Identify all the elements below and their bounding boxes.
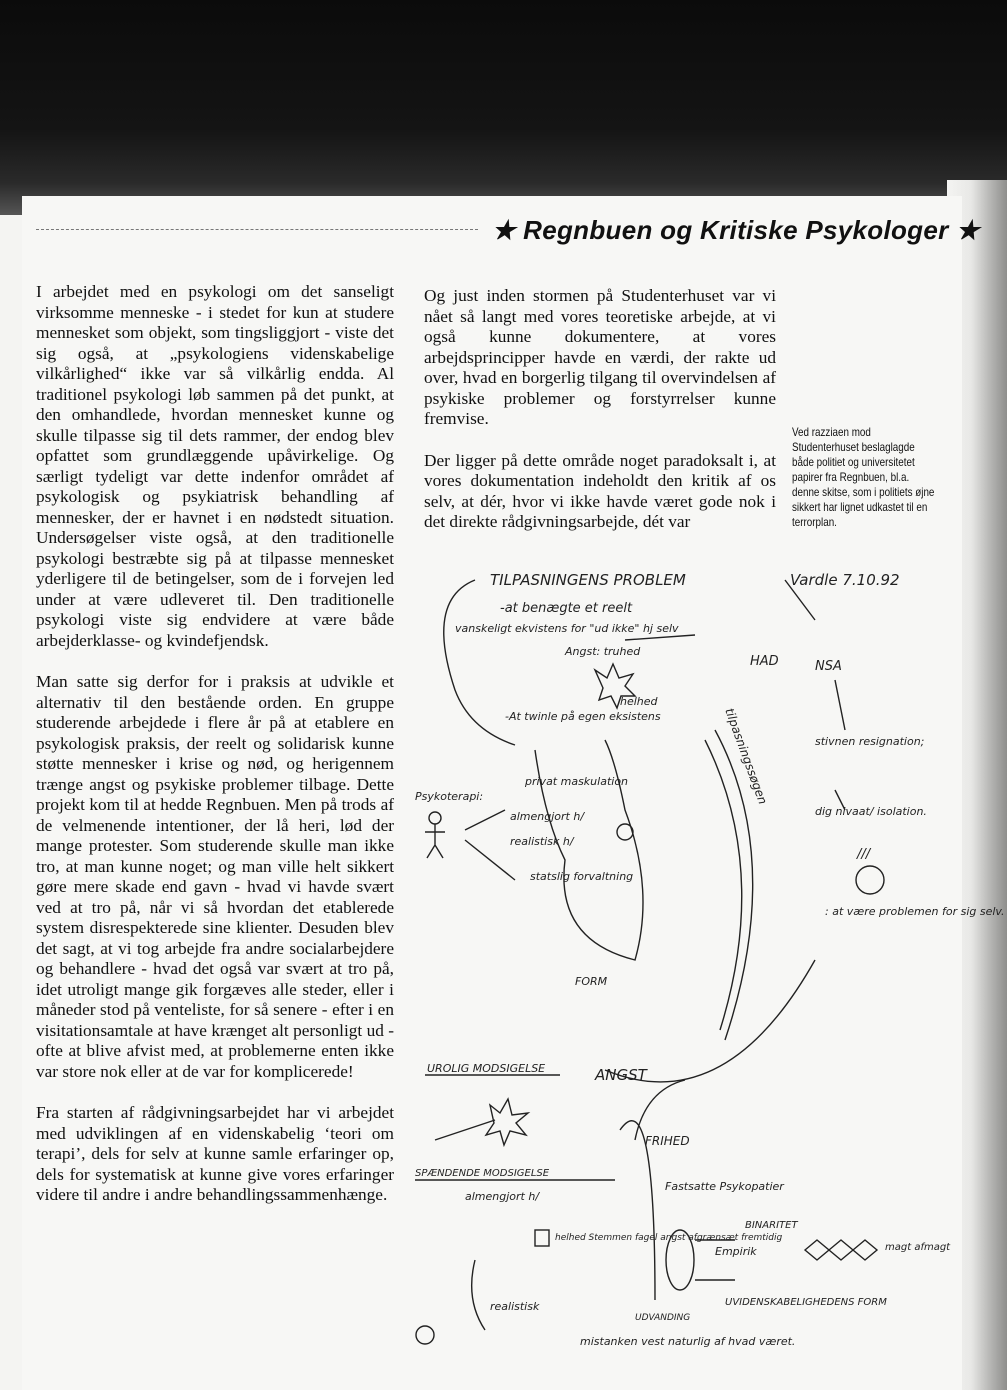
sketch-text: : at være problemen for sig selv. <box>825 905 1005 918</box>
sketch-text: Angst: truhed <box>565 645 641 658</box>
sketch-diamonds <box>805 1240 877 1260</box>
sketch-text: helhed Stemmen fagel angst afgrænsæt fremtidig <box>555 1233 783 1243</box>
sketch-circle-bottom <box>416 1326 434 1344</box>
sketch-text: almengjort h/ <box>465 1190 540 1203</box>
handwritten-sketch <box>395 560 1005 1380</box>
sketch-text: FRIHED <box>645 1134 690 1148</box>
sketch-figure-head <box>429 812 441 824</box>
sketch-text: /// <box>857 847 871 862</box>
sketch-text: statslig forvaltning <box>530 870 634 883</box>
sketch-text: UROLIG MODSIGELSE <box>427 1062 546 1075</box>
sketch-text: privat maskulation <box>525 775 629 788</box>
sketch-arc-right-inner <box>705 740 742 1030</box>
sketch-text: ANGST <box>595 1066 647 1084</box>
scan-dark-border <box>0 0 1007 215</box>
page-title: ★ Regnbuen og Kritiske Psykologer ★ <box>492 215 980 245</box>
sketch-text: HAD <box>750 654 779 669</box>
sketch-text: UDVANDING <box>635 1313 691 1323</box>
paragraph: Der ligger på dette område noget paradoksalt i, at vores dokumentation indeholdt den kritik af os selv, at dér, hvor vi ikke havde været gode nok i det direkte rådgivningsarbejde, dét var <box>424 450 776 531</box>
paragraph: I arbejdet med en psykologi om det sanseligt virksomme menneske - i stedet for kun at studere mennesket som objekt, som tingsliggjort - viste det sig også, at „psykologiens videnskabelige vilkårlighed“ ikke var så vilkårlig endda. Al traditionel psykologi løb sammen på det punkt, at den omhandlede, hvordan mennesket kunne og skulle tilpasse sig til dets rammer, der endog blev opfattet som grundlæggende upåvirkelige. Og særligt tydeligt var dette indenfor området af psykologisk og psykiatrisk behandling af mennesker, der er havnet i en nødstedt situation. Undersøgelser viste også, at den traditionelle psykologi bestræbte sig på at tilpasse mennesket yderligere til de betingelser, som de i forvejen led under at være udleveret til. Den traditionelle psykologi viste sig endvidere at være både arbejderklasse- og kvindefjendsk. <box>36 282 394 650</box>
sketch-text: vanskeligt ekvistens for "ud ikke" hj selv <box>455 622 679 635</box>
sketch-text: NSA <box>815 659 842 674</box>
sketch-figure <box>425 824 445 858</box>
sketch-text: almengjort h/ <box>510 810 585 823</box>
sketch-text: Psykoterapi: <box>415 790 484 803</box>
paragraph: Man satte sig derfor for i praksis at udvikle et alternativ til den bestående orden. En gruppe studerende arbejdede i flere år på at etablere en psykologisk praksis, der reelt og solidarisk kunne støtte mennesker i krise og nød, og herigennem trænge angst og psykiske problemer tilbage. Dette projekt kom til at hedde Regnbuen. Men på trods af de velmenende intentioner, der lå heri, lød der mange protester. Som studerende skulle man ikke tro, at man kunne noget; og man ville helt sikkert gøre mere skade end gavn - hvad vi havde svært ved at tro på, når vi så hvordan det etablerede system disrespekterede sine klienter. Desuden blev det sagt, at vi tog arbejde fra andre socialarbejdere og behandlere - hvad det også var svært at tro på, idet utroligt mange gik forgæves alle steder, eller i måneder stod på venteliste, for så senere - efter i en visitationsamtale at have krænget alt personligt ud - ofte at blive afvist med, at problemerne enten ikke var store nok eller at de var for komplicerede! <box>36 672 394 1081</box>
sketch-text: stivnen resignation; <box>815 735 925 748</box>
sketch-text: UVIDENSKABELIGHEDENS FORM <box>725 1297 887 1308</box>
sketch-arrow-frihed <box>635 1080 685 1140</box>
sketch-date: Vardle 7.10.92 <box>790 571 900 589</box>
sketch-circle <box>856 866 884 894</box>
sketch-text: Fastsatte Psykopatier <box>665 1180 784 1193</box>
sketch-text: SPÆNDENDE MODSIGELSE <box>415 1168 550 1179</box>
sketch-arrow-right <box>835 680 845 730</box>
right-column <box>424 286 776 554</box>
sketch-text: tilpasningssøgen <box>722 706 770 807</box>
sketch-text: FORM <box>575 975 608 988</box>
paragraph: Og just inden stormen på Studenterhuset var vi nået så langt med vores teoretiske arbejde, at vi også kunne dokumentere, at vores arbejdsprincipper havde en værdi, der rakte ud over, hvad en borgerlig tilgang til overvindelsen af psykiske problemer og forstyrrelser kunne fremvise. <box>424 286 776 428</box>
sketch-arrow-mid <box>625 635 695 640</box>
sketch-arrow-b1 <box>435 1120 495 1140</box>
sketch-box <box>535 1230 549 1246</box>
sketch-arrow-b2 <box>472 1260 485 1330</box>
sketch-text: realistisk <box>490 1300 540 1313</box>
sketch-arc-bottom <box>605 960 815 1082</box>
sketch-text: helhed <box>620 695 658 708</box>
sketch-arrow-psy2 <box>465 840 515 880</box>
sketch-text: dig nivaat/ isolation. <box>815 805 927 818</box>
sketch-text: -At twinle på egen eksistens <box>505 710 661 723</box>
paragraph: Fra starten af rådgivningsarbejdet har vi arbejdet med udviklingen af en videnskabelig ‘teori om terapi’, dels for selv at kunne samle erfaringer op, dels for systematisk at kunne give vores erfaringer videre til andre i andre behandlingssammenhænge. <box>36 1103 394 1204</box>
sketch-small-circle <box>617 824 633 840</box>
sketch-text: Empirik <box>715 1245 757 1258</box>
sketch-text: BINARITET <box>745 1220 798 1231</box>
sketch-heading: TILPASNINGENS PROBLEM <box>490 571 686 589</box>
sketch-star-bottom <box>486 1099 528 1145</box>
sketch-text: realistisk h/ <box>510 835 574 848</box>
sketch-text: mistanken vest naturlig af hvad været. <box>580 1335 796 1348</box>
sketch-arrow-psy <box>465 810 505 830</box>
sketch-loop <box>535 740 643 960</box>
left-column <box>36 282 394 1227</box>
photo-caption: Ved razziaen mod Studenterhuset beslaglagde både politiet og universitetet papirer fra Regnbuen, bl.a. denne skitse, som i politiets øjne sikkert har lignet udkastet til en terrorplan. <box>792 426 935 529</box>
sketch-text: magt afmagt <box>885 1242 951 1253</box>
sketch-text: -at benægte et reelt <box>500 601 633 616</box>
header-rule <box>36 229 478 230</box>
